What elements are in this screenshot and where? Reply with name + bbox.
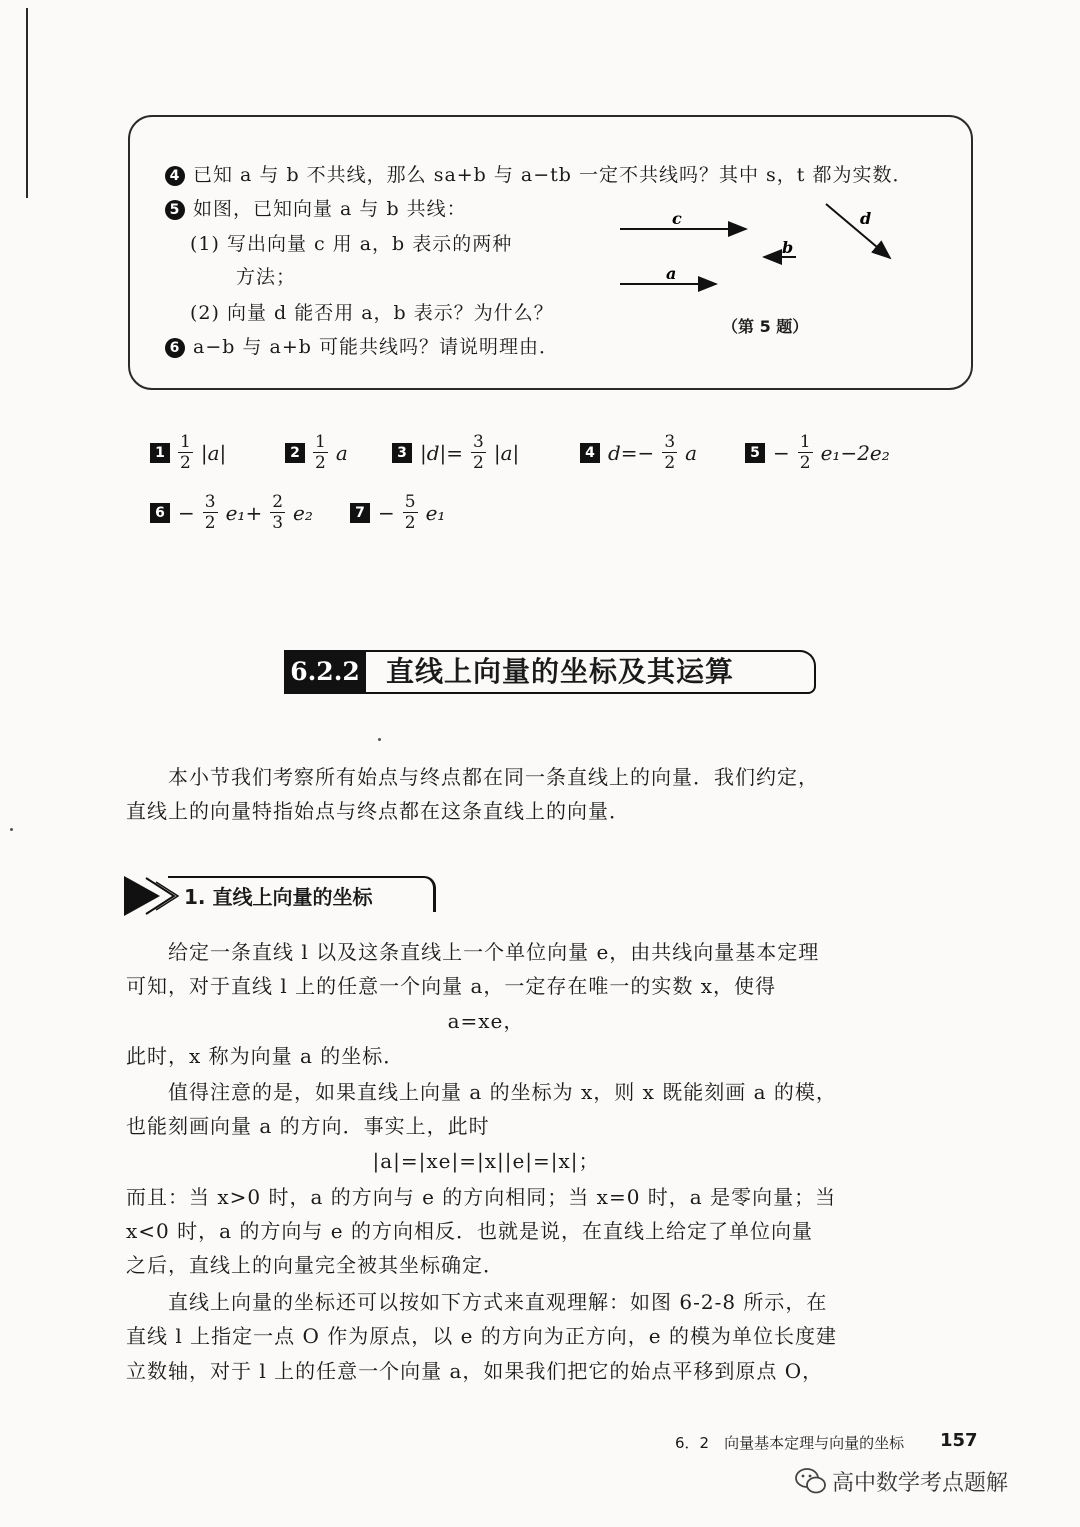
- exercise-number: 6: [165, 338, 185, 358]
- answer-number: 6: [150, 503, 170, 523]
- intro-line-1: 本小节我们考察所有始点与终点都在同一条直线上的向量．我们约定，: [168, 765, 819, 789]
- answer-number: 5: [745, 443, 765, 463]
- label-b: b: [782, 238, 794, 257]
- equation-2: |a|=|xe|=|x||e|=|x|；: [372, 1149, 600, 1173]
- vector-figure: [598, 196, 898, 306]
- body-p1-line-1: 给定一条直线 l 以及这条直线上一个单位向量 e，由共线向量基本定理: [168, 940, 820, 964]
- answer-head: −: [378, 500, 395, 525]
- section-title: 直线上向量的坐标及其运算: [366, 650, 816, 694]
- body-p2-line-2: 也能刻画向量 a 的方向．事实上，此时: [126, 1114, 490, 1138]
- body-p4-line-1: 直线上向量的坐标还可以按如下方式来直观理解：如图 6-2-8 所示，在: [168, 1290, 828, 1314]
- exercise-6: [165, 332, 559, 359]
- exercise-text: 如图，已知向量 a 与 b 共线：: [193, 198, 467, 220]
- body-p3-line-1: 而且：当 x>0 时，a 的方向与 e 的方向相同；当 x=0 时，a 是零向量；当: [126, 1185, 837, 1209]
- exercise-4: [165, 160, 912, 187]
- fraction: $\frac{3}{2}$: [204, 492, 216, 533]
- answer-head: d=−: [608, 440, 655, 465]
- body-p1-line-2: 可知，对于直线 l 上的任意一个向量 a，一定存在唯一的实数 x，使得: [126, 974, 777, 998]
- exercise-5: [165, 194, 467, 221]
- answer-tail: a: [335, 440, 348, 465]
- answer-tail: e₁−2e₂: [820, 440, 890, 465]
- body-p1-line-3: 此时，x 称为向量 a 的坐标．: [126, 1044, 405, 1068]
- page-number: 157: [940, 1430, 978, 1451]
- watermark-text: 高中数学考点题解: [832, 1471, 1009, 1496]
- body-p3-line-2: x<0 时，a 的方向与 e 的方向相反．也就是说，在直线上给定了单位向量: [126, 1219, 813, 1243]
- fraction: $\frac{3}{2}$: [473, 432, 484, 473]
- label-a: a: [666, 264, 677, 283]
- answer-head: −: [178, 500, 195, 525]
- answer-tail: |a|: [493, 440, 520, 465]
- answer-3: [392, 432, 519, 473]
- figure-caption: （第 5 题）: [722, 317, 809, 336]
- exercise-5-part-2: (2) 向量 d 能否用 a，b 表示？为什么？: [190, 302, 554, 324]
- body-p2-line-1: 值得注意的是，如果直线上向量 a 的坐标为 x，则 x 既能刻画 a 的模，: [168, 1080, 837, 1104]
- answer-2: [285, 432, 348, 473]
- fraction: $\frac{5}{2}$: [404, 492, 416, 533]
- body-p4-line-2: 直线 l 上指定一点 O 作为原点，以 e 的方向为正方向，e 的模为单位长度建: [126, 1324, 837, 1348]
- exercise-5-part-1: (1) 写出向量 c 用 a，b 表示的两种: [190, 233, 513, 255]
- footer-section-ref: 6．2 向量基本定理与向量的坐标: [675, 1434, 905, 1452]
- vector-d-arrow: [826, 204, 890, 258]
- fraction: $\frac{3}{2}$: [664, 432, 676, 473]
- answer-head: −: [773, 440, 790, 465]
- answer-number: 2: [285, 443, 305, 463]
- exercise-number: 4: [165, 166, 185, 186]
- answer-4: [580, 432, 697, 473]
- label-c: c: [672, 209, 682, 228]
- fraction: $\frac{1}{2}$: [315, 432, 326, 473]
- section-number: 6.2.2: [284, 650, 366, 694]
- answer-number: 4: [580, 443, 600, 463]
- fraction: $\frac{1}{2}$: [180, 432, 191, 473]
- speck: [10, 828, 13, 831]
- exercise-5-part-1-cont: 方法；: [236, 266, 297, 288]
- answer-tail: |a|: [200, 440, 227, 465]
- intro-line-2: 直线上的向量特指始点与终点都在这条直线上的向量．: [126, 799, 630, 823]
- binding-line: [26, 8, 28, 198]
- answer-1: [150, 432, 226, 473]
- answer-number: 7: [350, 503, 370, 523]
- answer-5: [745, 432, 890, 473]
- body-p3-line-3: 之后，直线上的向量完全被其坐标确定．: [126, 1253, 504, 1277]
- fraction: $\frac{1}{2}$: [799, 432, 811, 473]
- answer-tail: a: [685, 440, 698, 465]
- equation-1: a=xe，: [447, 1009, 525, 1033]
- answer-number: 3: [392, 443, 412, 463]
- wechat-icon: [794, 1466, 828, 1496]
- answer-head: |d|=: [420, 440, 464, 465]
- exercise-number: 5: [165, 200, 185, 220]
- body-p4-line-3: 立数轴，对于 l 上的任意一个向量 a，如果我们把它的始点平移到原点 O，: [126, 1359, 824, 1383]
- exercise-text: a−b 与 a+b 可能共线吗？请说明理由．: [193, 336, 559, 358]
- answer-mid: e₁+: [225, 500, 263, 525]
- speck: [378, 738, 381, 741]
- answer-tail: e₂: [293, 500, 313, 525]
- answer-number: 1: [150, 443, 170, 463]
- exercise-text: 已知 a 与 b 不共线，那么 sa+b 与 a−tb 一定不共线吗？其中 s，t 都为实数．: [193, 164, 913, 186]
- answer-7: [350, 492, 445, 533]
- fraction: $\frac{2}{3}$: [272, 492, 284, 533]
- answer-6: [150, 492, 313, 533]
- subsection-title: 1. 直线上向量的坐标: [168, 876, 436, 912]
- answer-tail: e₁: [425, 500, 446, 525]
- label-d: d: [860, 209, 872, 228]
